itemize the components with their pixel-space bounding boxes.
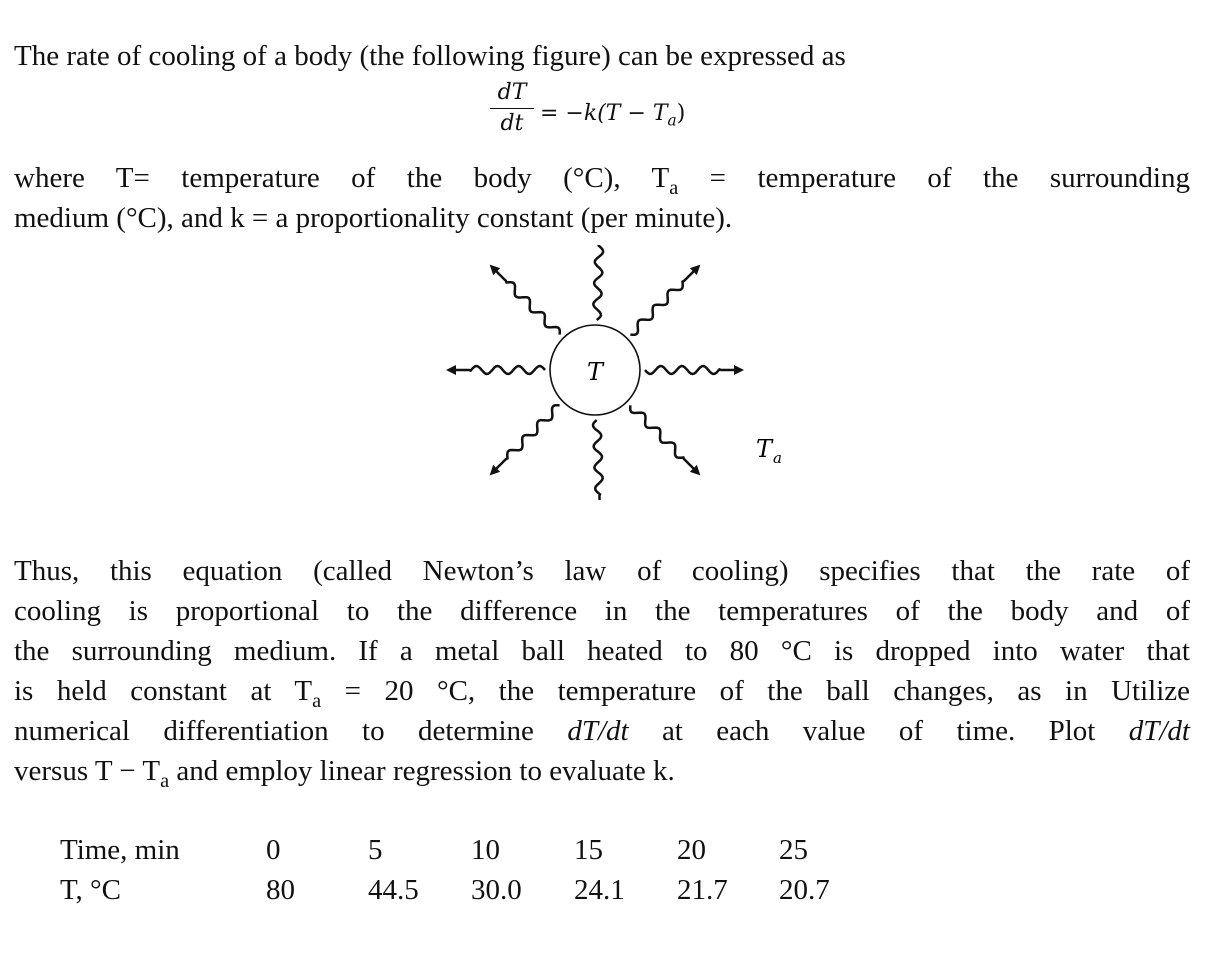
equation-rhs: = $-k(T - T_a)$ [540, 101, 686, 130]
heat-flow-arrow [593, 420, 603, 500]
table-cell: 21.7 [677, 873, 728, 906]
paragraph-line-2: cooling is proportional to the difference in the temperatures of the body and of [14, 595, 1190, 627]
body-temperature-label: T [586, 358, 604, 386]
heat-flow-arrow [630, 405, 697, 472]
paragraph-line-1: Thus, this equation (called Newton’s law of cooling) specifies that the rate of [14, 555, 1190, 587]
fraction-bar [490, 108, 534, 109]
medium-temperature-label: $T_a$ [756, 435, 782, 467]
table-cell: 5 [368, 833, 383, 866]
table-cell: 20 [677, 833, 706, 866]
fraction-numerator: dT [497, 80, 527, 105]
cooling-body-figure [420, 245, 820, 500]
heat-flow-arrow [645, 366, 740, 374]
table-cell: 0 [266, 833, 281, 866]
paragraph-line-4: is held constant at $T_a = 20$ °C, the temperature of the ball changes, as in Utilize [14, 675, 1190, 712]
table-cell: 10 [471, 833, 500, 866]
paragraph-line-6: versus $T - T_a$ and employ linear regression to evaluate k. [14, 755, 675, 792]
table-cell: 30.0 [471, 873, 522, 906]
intro-text: The rate of cooling of a body (the following figure) can be expressed as [14, 40, 846, 72]
heat-flow-arrow [493, 405, 560, 472]
heat-flow-arrow [450, 366, 545, 374]
table-row-time [60, 830, 859, 870]
paragraph-line-3: the surrounding medium. If a metal ball heated to 80 °C is dropped into water that [14, 635, 1190, 667]
table-cell: 20.7 [779, 873, 830, 906]
heat-flow-arrow [593, 245, 603, 320]
table-cell: 80 [266, 873, 295, 906]
where-line-1: where T= temperature of the body (°C), $T_a$ = temperature of the surrounding [14, 162, 1190, 199]
temperature-row-label: T, °C [60, 873, 122, 906]
paragraph-line-5: numerical differentiation to determine dT/dt at each value of time. Plot dT/dt [14, 715, 1190, 747]
where-line-2: medium (°C), and k = a proportionality constant (per minute). [14, 202, 733, 234]
fraction-denominator: dt [500, 111, 524, 136]
table-cell: 44.5 [368, 873, 419, 906]
time-temperature-table [60, 830, 859, 910]
table-row-temperature [60, 870, 859, 910]
heat-flow-arrow [493, 268, 560, 335]
table-cell: 25 [779, 833, 808, 866]
heat-flow-arrow [630, 268, 697, 335]
time-row-label: Time, min [60, 833, 180, 866]
table-cell: 24.1 [574, 873, 625, 906]
table-cell: 15 [574, 833, 603, 866]
derivative-fraction [490, 80, 534, 137]
